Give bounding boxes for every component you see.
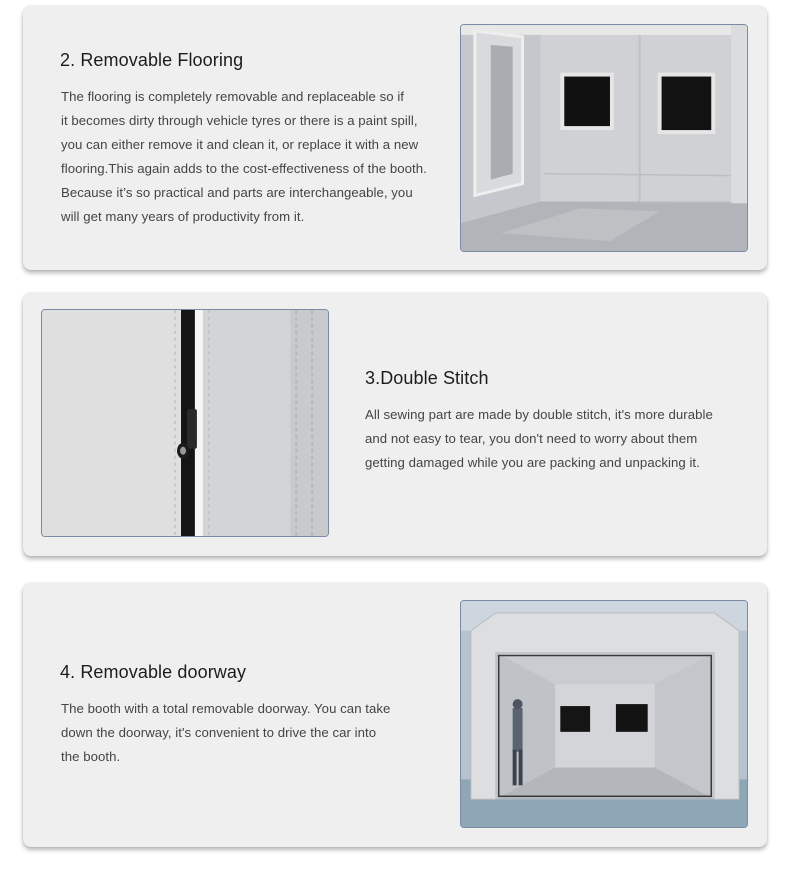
section-description xyxy=(365,403,713,475)
description-line: down the doorway, it's convenient to drive the car into xyxy=(61,725,377,740)
description-line: you can either remove it and clean it, or replace it with a new xyxy=(61,137,419,152)
description-line: will get many years of productivity from it. xyxy=(61,209,305,224)
description-line: and not easy to tear, you don't need to worry about them xyxy=(365,431,698,446)
feature-card-removable-doorway xyxy=(23,583,767,847)
double-stitch-zipper-photo xyxy=(41,309,329,537)
section-title: 3.Double Stitch xyxy=(365,368,489,388)
description-line: The booth with a total removable doorway. You can take xyxy=(61,701,391,716)
description-line: getting damaged while you are packing and unpacking it. xyxy=(365,455,700,470)
section-title: 2. Removable Flooring xyxy=(60,50,244,70)
section-description xyxy=(61,85,427,229)
booth-doorway-photo xyxy=(460,600,748,828)
description-line: it becomes dirty through vehicle tyres or there is a paint spill, xyxy=(61,113,418,128)
feature-card-double-stitch xyxy=(23,293,767,556)
booth-interior-floor-photo xyxy=(460,24,748,252)
description-line: The flooring is completely removable and replaceable so if xyxy=(61,89,405,104)
section-title: 4. Removable doorway xyxy=(60,662,247,682)
description-line: the booth. xyxy=(61,749,121,764)
description-line: Because it’s so practical and parts are interchangeable, you xyxy=(61,185,413,200)
description-line: flooring.This again adds to the cost-effectiveness of the booth. xyxy=(61,161,427,176)
feature-card-removable-flooring xyxy=(23,6,767,270)
section-description xyxy=(61,697,390,769)
description-line: All sewing part are made by double stitch, it's more durable xyxy=(365,407,713,422)
